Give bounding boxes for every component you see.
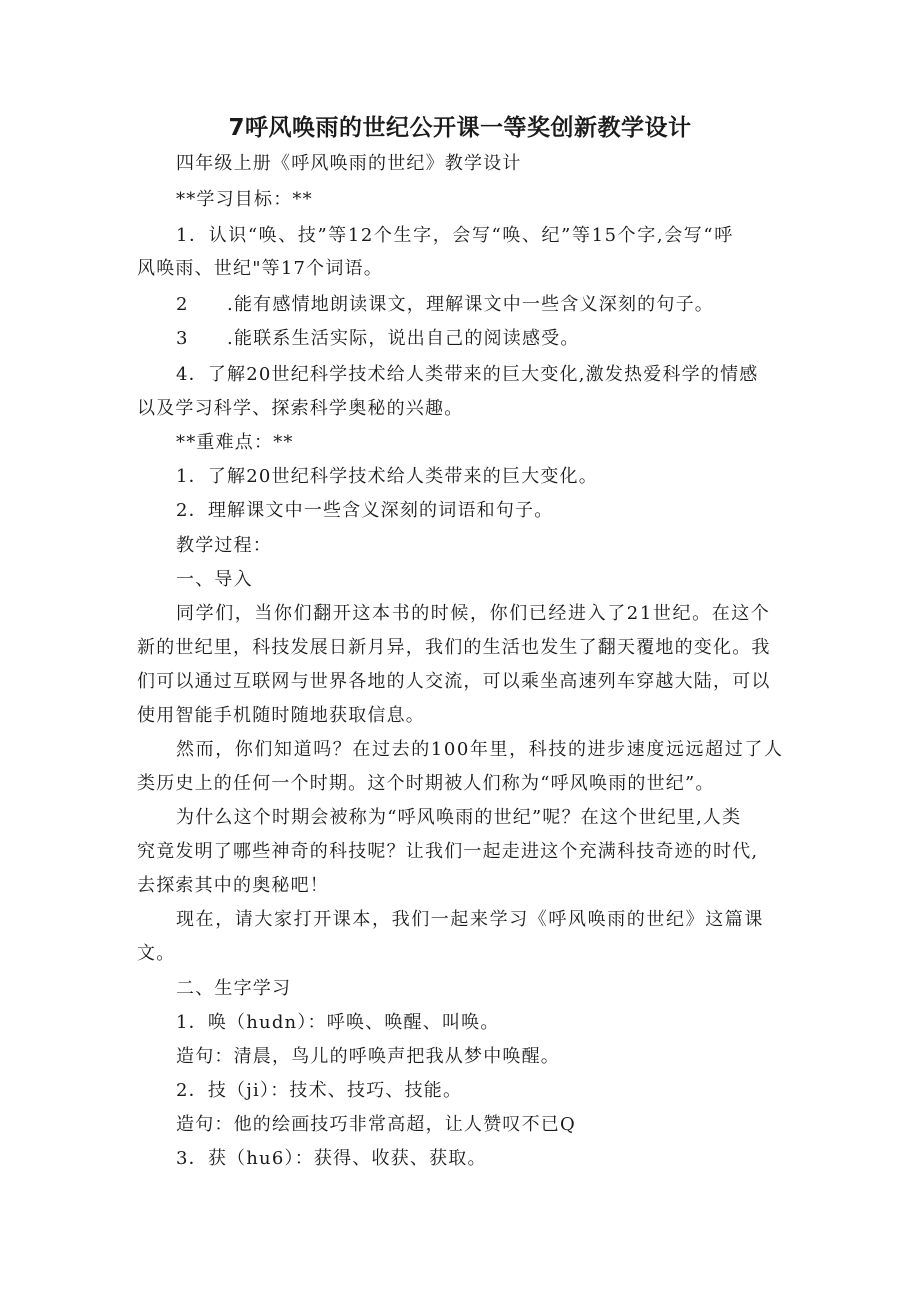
intro-paragraph-1-line-1: 同学们，当你们翻开这本书的时候，你们已经进入了21世纪。在这个 (176, 603, 771, 624)
section-heading-objectives: **学习目标：** (176, 189, 313, 210)
character-1: 1．唤（hudn）：呼唤、唤醒、叫唤。 (176, 1012, 500, 1033)
intro-paragraph-4-line-2: 文。 (137, 943, 176, 964)
character-2: 2．技（ji）：技术、技巧、技能。 (176, 1080, 463, 1101)
objective-4-line-1: 4．了解20世纪科学技术给人类带来的巨大变化,激发热爱科学的情感 (176, 364, 759, 385)
objective-1-line-2: 风唤雨、世纪"等17个词语。 (137, 258, 383, 279)
section-heading-key-points: **重难点：** (176, 432, 294, 453)
objective-3: 3 .能联系生活实际，说出自己的阅读感受。 (176, 328, 580, 349)
objective-2: 2 .能有感情地朗读课文，理解课文中一些含义深刻的句子。 (176, 294, 714, 315)
document-title: 7呼风唤雨的世纪公开课一等奖创新教学设计 (228, 115, 692, 141)
intro-paragraph-3-line-3: 去探索其中的奥秘吧！ (137, 875, 329, 896)
objective-4-line-2: 以及学习科学、探索科学奥秘的兴趣。 (137, 398, 464, 419)
intro-paragraph-1-line-3: 们可以通过互联网与世界各地的人交流，可以乘坐高速列车穿越大陆，可以 (137, 671, 771, 692)
intro-paragraph-2-line-2: 类历史上的任何一个时期。这个时期被人们称为“呼风唤雨的世纪”。 (137, 773, 715, 794)
section-heading-intro: 一、导入 (176, 569, 253, 590)
intro-paragraph-3-line-1: 为什么这个时期会被称为“呼风唤雨的世纪”呢？在这个世纪里,人类 (176, 807, 742, 828)
intro-paragraph-1-line-2: 新的世纪里，科技发展日新月异，我们的生活也发生了翻天覆地的变化。我 (137, 637, 771, 658)
intro-paragraph-1-line-4: 使用智能手机随时随地获取信息。 (137, 705, 425, 726)
character-1-example: 造句：清晨，鸟儿的呼唤声把我从梦中唤醒。 (176, 1046, 560, 1067)
character-3: 3．获（hu6）：获得、收获、获取。 (176, 1148, 487, 1169)
section-heading-process: 教学过程： (176, 535, 272, 556)
intro-paragraph-4-line-1: 现在，请大家打开课本，我们一起来学习《呼风唤雨的世纪》这篇课 (176, 909, 764, 930)
intro-paragraph-2-line-1: 然而，你们知道吗？在过去的100年里，科技的进步速度远远超过了人 (176, 739, 784, 760)
intro-paragraph-3-line-2: 究竟发明了哪些神奇的科技呢？让我们一起走进这个充满科技奇迹的时代, (137, 841, 759, 862)
section-heading-characters: 二、生字学习 (176, 978, 292, 999)
subtitle-line: 四年级上册《呼风唤雨的世纪》教学设计 (176, 153, 522, 174)
key-point-2: 2．理解课文中一些含义深刻的词语和句子。 (176, 500, 554, 521)
key-point-1: 1．了解20世纪科学技术给人类带来的巨大变化。 (176, 466, 598, 487)
objective-1-line-1: 1．认识“唤、技”等12个生字，会写“唤、纪”等15个字,会写“呼 (176, 225, 734, 246)
character-2-example: 造句：他的绘画技巧非常高超，让人赞叹不已Q (176, 1114, 576, 1135)
